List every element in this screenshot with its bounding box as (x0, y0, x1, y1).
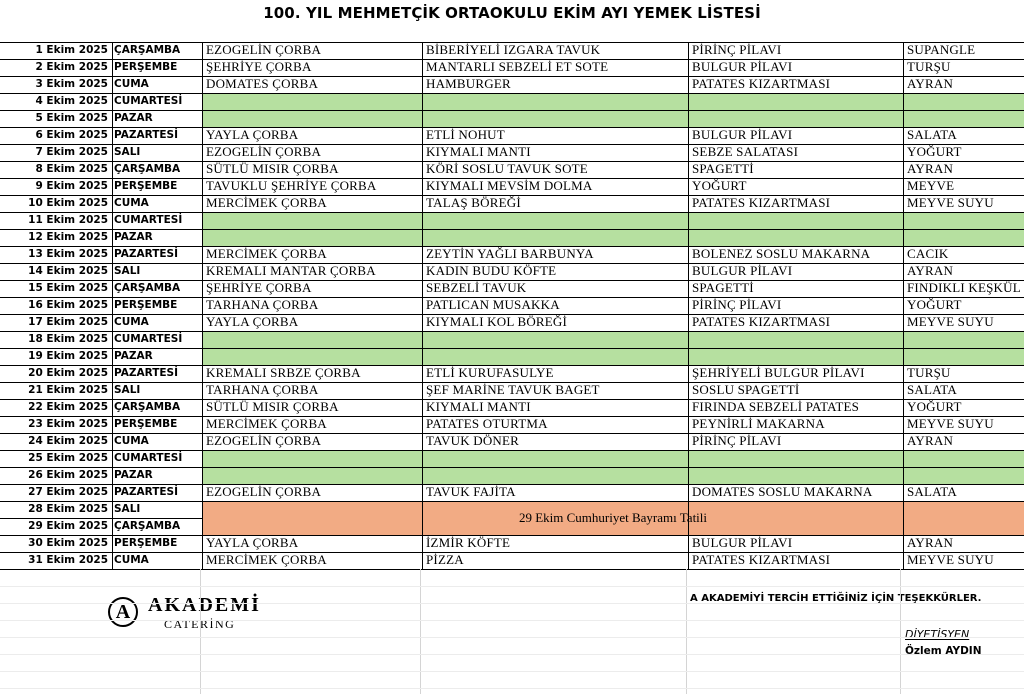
extra-cell: MEYVE SUYU (907, 195, 994, 210)
dietitian-title: DİYETİSYEN (905, 628, 970, 641)
day-cell: ÇARŞAMBA (114, 401, 181, 413)
day-cell: CUMA (114, 316, 149, 328)
main-course-cell: ŞEF MARİNE TAVUK BAGET (426, 382, 600, 397)
day-cell: CUMARTESİ (114, 333, 183, 345)
date-cell: 24 Ekim 2025 (28, 435, 108, 447)
extra-cell: YOĞURT (907, 297, 962, 312)
soup-cell: TAVUKLU ŞEHRİYE ÇORBA (206, 178, 377, 193)
soup-cell: ŞEHRİYE ÇORBA (206, 280, 312, 295)
soup-cell: EZOGELİN ÇORBA (206, 433, 322, 448)
side-dish-cell: DOMATES SOSLU MAKARNA (692, 484, 873, 499)
extra-cell: YOĞURT (907, 144, 962, 159)
date-cell: 8 Ekim 2025 (35, 163, 108, 175)
date-cell: 10 Ekim 2025 (28, 197, 108, 209)
day-cell: PERŞEMBE (114, 180, 178, 192)
side-dish-cell: PATATES KIZARTMASI (692, 314, 831, 329)
day-cell: ÇARŞAMBA (114, 163, 181, 175)
soup-cell: KREMALI MANTAR ÇORBA (206, 263, 376, 278)
soup-cell: ŞEHRİYE ÇORBA (206, 59, 312, 74)
day-cell: PAZARTESİ (114, 367, 179, 379)
date-cell: 30 Ekim 2025 (28, 537, 108, 549)
extra-cell: AYRAN (907, 433, 954, 448)
holiday-banner: 29 Ekim Cumhuriyet Bayramı Tatili (202, 501, 1024, 535)
day-cell: PAZARTESİ (114, 486, 179, 498)
date-cell: 18 Ekim 2025 (28, 333, 108, 345)
extra-cell: YOĞURT (907, 399, 962, 414)
extra-cell: MEYVE SUYU (907, 416, 994, 431)
main-course-cell: MANTARLI SEBZELİ ET SOTE (426, 59, 609, 74)
day-cell: SALI (114, 146, 141, 158)
date-cell: 26 Ekim 2025 (28, 469, 108, 481)
soup-cell: YAYLA ÇORBA (206, 314, 299, 329)
extra-cell: MEYVE (907, 178, 955, 193)
page-title: 100. YIL MEHMETÇİK ORTAOKULU EKİM AYI YEMEK LİSTESİ (263, 4, 761, 22)
day-cell: PAZAR (114, 231, 153, 243)
side-dish-cell: SPAGETTİ (692, 161, 754, 176)
day-cell: ÇARŞAMBA (114, 520, 181, 532)
date-cell: 12 Ekim 2025 (28, 231, 108, 243)
soup-cell: MERCİMEK ÇORBA (206, 246, 327, 261)
date-cell: 22 Ekim 2025 (28, 401, 108, 413)
main-course-cell: KÖRİ SOSLU TAVUK SOTE (426, 161, 588, 176)
main-course-cell: KIYMALI MANTI (426, 144, 531, 159)
extra-cell: AYRAN (907, 263, 954, 278)
soup-cell: TARHANA ÇORBA (206, 297, 319, 312)
soup-cell: EZOGELİN ÇORBA (206, 144, 322, 159)
day-cell: CUMA (114, 554, 149, 566)
main-course-cell: KIYMALI KOL BÖREĞİ (426, 314, 568, 329)
extra-cell: SALATA (907, 127, 957, 142)
soup-cell: YAYLA ÇORBA (206, 127, 299, 142)
date-cell: 9 Ekim 2025 (35, 180, 108, 192)
day-cell: PERŞEMBE (114, 299, 178, 311)
thanks-note: A AKADEMİYİ TERCİH ETTİĞİNİZ İÇİN TEŞEKKÜRLER. (690, 593, 982, 604)
date-cell: 28 Ekim 2025 (28, 503, 108, 515)
date-cell: 20 Ekim 2025 (28, 367, 108, 379)
day-cell: SALI (114, 503, 141, 515)
side-dish-cell: ŞEHRİYELİ BULGUR PİLAVI (692, 365, 865, 380)
date-cell: 25 Ekim 2025 (28, 452, 108, 464)
soup-cell: DOMATES ÇORBA (206, 76, 319, 91)
day-cell: PAZAR (114, 350, 153, 362)
extra-cell: SALATA (907, 484, 957, 499)
date-cell: 2 Ekim 2025 (35, 61, 108, 73)
date-cell: 21 Ekim 2025 (28, 384, 108, 396)
date-cell: 11 Ekim 2025 (28, 214, 108, 226)
soup-cell: SÜTLÜ MISIR ÇORBA (206, 399, 339, 414)
date-cell: 4 Ekim 2025 (35, 95, 108, 107)
date-cell: 19 Ekim 2025 (28, 350, 108, 362)
side-dish-cell: BOLENEZ SOSLU MAKARNA (692, 246, 871, 261)
date-cell: 15 Ekim 2025 (28, 282, 108, 294)
main-course-cell: ETLİ KURUFASULYE (426, 365, 554, 380)
date-cell: 16 Ekim 2025 (28, 299, 108, 311)
side-dish-cell: YOĞURT (692, 178, 747, 193)
extra-cell: MEYVE SUYU (907, 552, 994, 567)
soup-cell: EZOGELİN ÇORBA (206, 42, 322, 57)
date-cell: 5 Ekim 2025 (35, 112, 108, 124)
side-dish-cell: SOSLU SPAGETTİ (692, 382, 800, 397)
extra-cell: MEYVE SUYU (907, 314, 994, 329)
day-cell: ÇARŞAMBA (114, 44, 181, 56)
main-course-cell: HAMBURGER (426, 76, 511, 91)
extra-cell: SUPANGLE (907, 42, 976, 57)
logo-subtitle: CATERİNG (164, 617, 236, 631)
date-cell: 3 Ekim 2025 (35, 78, 108, 90)
main-course-cell: BİBERİYELİ IZGARA TAVUK (426, 42, 601, 57)
day-cell: CUMARTESİ (114, 214, 183, 226)
side-dish-cell: BULGUR PİLAVI (692, 535, 793, 550)
extra-cell: TURŞU (907, 59, 951, 74)
side-dish-cell: FIRINDA SEBZELİ PATATES (692, 399, 860, 414)
day-cell: PAZARTESİ (114, 248, 179, 260)
side-dish-cell: PATATES KIZARTMASI (692, 552, 831, 567)
day-cell: ÇARŞAMBA (114, 282, 181, 294)
soup-cell: TARHANA ÇORBA (206, 382, 319, 397)
date-cell: 23 Ekim 2025 (28, 418, 108, 430)
soup-cell: KREMALI SRBZE ÇORBA (206, 365, 361, 380)
side-dish-cell: PEYNİRLİ MAKARNA (692, 416, 825, 431)
main-course-cell: SEBZELİ TAVUK (426, 280, 527, 295)
side-dish-cell: SEBZE SALATASI (692, 144, 799, 159)
date-cell: 31 Ekim 2025 (28, 554, 108, 566)
soup-cell: MERCİMEK ÇORBA (206, 552, 327, 567)
soup-cell: MERCİMEK ÇORBA (206, 416, 327, 431)
side-dish-cell: PİRİNÇ PİLAVI (692, 433, 782, 448)
side-dish-cell: PİRİNÇ PİLAVI (692, 42, 782, 57)
logo-emblem-icon: A (108, 597, 138, 627)
main-course-cell: İZMİR KÖFTE (426, 535, 511, 550)
day-cell: PERŞEMBE (114, 61, 178, 73)
extra-cell: SALATA (907, 382, 957, 397)
main-course-cell: ETLİ NOHUT (426, 127, 505, 142)
day-cell: SALI (114, 384, 141, 396)
day-cell: PERŞEMBE (114, 418, 178, 430)
main-course-cell: PİZZA (426, 552, 464, 567)
soup-cell: SÜTLÜ MISIR ÇORBA (206, 161, 339, 176)
day-cell: PAZARTESİ (114, 129, 179, 141)
date-cell: 1 Ekim 2025 (35, 44, 108, 56)
soup-cell: YAYLA ÇORBA (206, 535, 299, 550)
extra-cell: AYRAN (907, 535, 954, 550)
day-cell: CUMARTESİ (114, 452, 183, 464)
main-course-cell: KIYMALI MANTI (426, 399, 531, 414)
extra-cell: AYRAN (907, 76, 954, 91)
date-cell: 17 Ekim 2025 (28, 316, 108, 328)
main-course-cell: ZEYTİN YAĞLI BARBUNYA (426, 246, 594, 261)
date-cell: 29 Ekim 2025 (28, 520, 108, 532)
main-course-cell: KIYMALI MEVSİM DOLMA (426, 178, 593, 193)
side-dish-cell: BULGUR PİLAVI (692, 263, 793, 278)
soup-cell: MERCİMEK ÇORBA (206, 195, 327, 210)
main-course-cell: PATLICAN MUSAKKA (426, 297, 560, 312)
day-cell: PERŞEMBE (114, 537, 178, 549)
extra-cell: TURŞU (907, 365, 951, 380)
side-dish-cell: PİRİNÇ PİLAVI (692, 297, 782, 312)
extra-cell: CACIK (907, 246, 949, 261)
main-course-cell: TAVUK FAJİTA (426, 484, 516, 499)
day-cell: CUMA (114, 78, 149, 90)
side-dish-cell: PATATES KIZARTMASI (692, 195, 831, 210)
side-dish-cell: BULGUR PİLAVI (692, 59, 793, 74)
day-cell: CUMARTESİ (114, 95, 183, 107)
dietitian-name: Özlem AYDIN (905, 645, 982, 657)
main-course-cell: TAVUK DÖNER (426, 433, 520, 448)
extra-cell: FINDIKLI KEŞKÜL (907, 280, 1021, 295)
day-cell: PAZAR (114, 112, 153, 124)
side-dish-cell: SPAGETTİ (692, 280, 754, 295)
day-cell: CUMA (114, 197, 149, 209)
date-cell: 13 Ekim 2025 (28, 248, 108, 260)
side-dish-cell: BULGUR PİLAVI (692, 127, 793, 142)
soup-cell: EZOGELİN ÇORBA (206, 484, 322, 499)
date-cell: 6 Ekim 2025 (35, 129, 108, 141)
day-cell: PAZAR (114, 469, 153, 481)
day-cell: CUMA (114, 435, 149, 447)
extra-cell: AYRAN (907, 161, 954, 176)
side-dish-cell: PATATES KIZARTMASI (692, 76, 831, 91)
main-course-cell: TALAŞ BÖREĞİ (426, 195, 521, 210)
date-cell: 7 Ekim 2025 (35, 146, 108, 158)
main-course-cell: KADIN BUDU KÖFTE (426, 263, 557, 278)
logo-name: AKADEMİ (148, 594, 261, 616)
date-cell: 14 Ekim 2025 (28, 265, 108, 277)
date-cell: 27 Ekim 2025 (28, 486, 108, 498)
main-course-cell: PATATES OTURTMA (426, 416, 548, 431)
day-cell: SALI (114, 265, 141, 277)
